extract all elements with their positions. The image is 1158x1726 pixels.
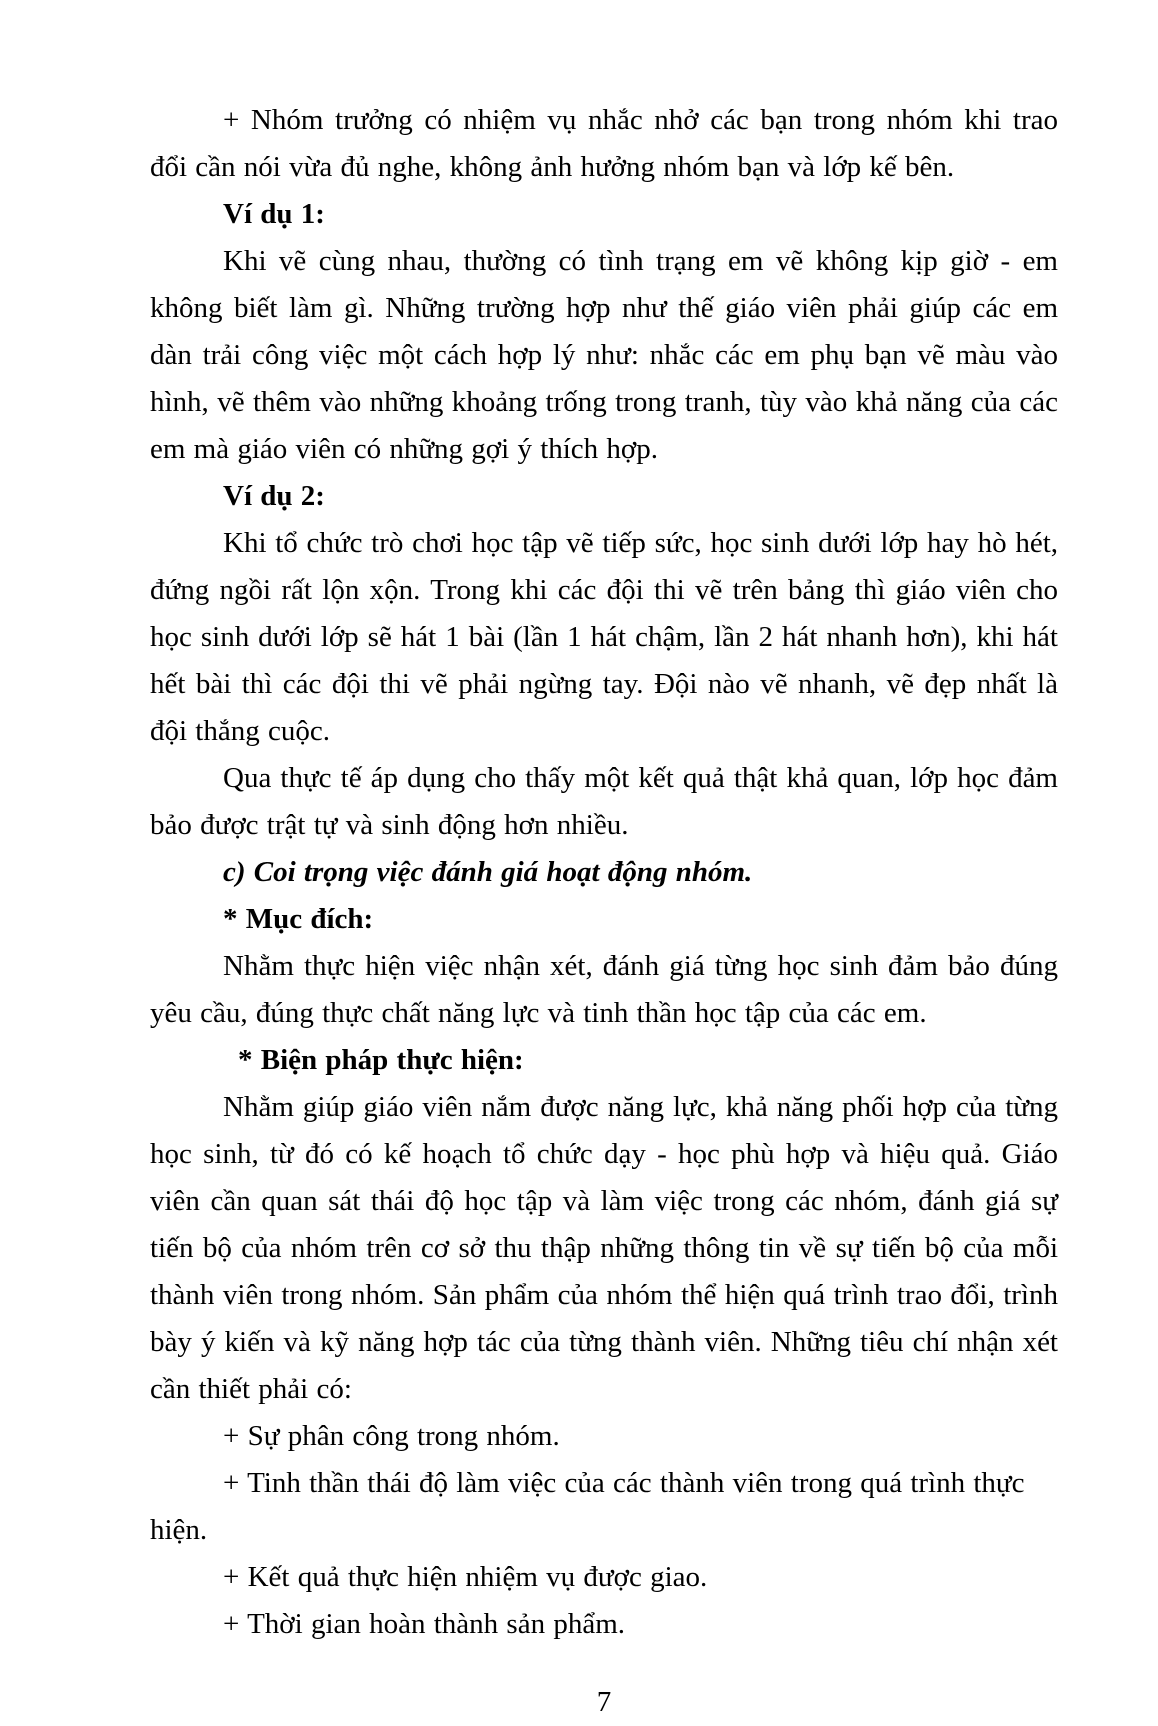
bullet-item-group-assignment: + Sự phân công trong nhóm. [223, 1420, 560, 1452]
paragraph-implementation-body: Nhằm giúp giáo viên nắm được năng lực, khả năng phối hợp của từng học sinh, từ đó có kế hoạch tổ chức dạy - học phù hợp và hiệu quả. Giáo viên cần quan sát thái độ học tập và làm việc trong các nhóm, đánh giá sự tiến bộ của nhóm trên cơ sở thu thập những thông tin về sự tiến bộ của mỗi thành viên trong nhóm. Sản phẩm của nhóm thể hiện quá trình trao đổi, trình bày ý kiến và kỹ năng hợp tác của từng thành viên. Những tiêu chí nhận xét cần thiết phải có: [150, 1091, 1058, 1405]
heading-example-1: Ví dụ 1: [223, 198, 325, 230]
heading-section-c-group-evaluation: c) Coi trọng việc đánh giá hoạt động nhóm. [223, 856, 753, 888]
paragraph-purpose-body: Nhằm thực hiện việc nhận xét, đánh giá từng học sinh đảm bảo đúng yêu cầu, đúng thực chất năng lực và tinh thần học tập của các em. [150, 950, 1058, 1029]
heading-purpose: * Mục đích: [223, 903, 374, 935]
bullet-item-completion-time: + Thời gian hoàn thành sản phẩm. [223, 1608, 626, 1640]
paragraph-application-result: Qua thực tế áp dụng cho thấy một kết quả thật khả quan, lớp học đảm bảo được trật tự và sinh động hơn nhiều. [150, 762, 1058, 841]
paragraph-example-2-body: Khi tổ chức trò chơi học tập vẽ tiếp sức, học sinh dưới lớp hay hò hét, đứng ngồi rất lộn xộn. Trong khi các đội thi vẽ trên bảng thì giáo viên cho học sinh dưới lớp sẽ hát 1 bài (lần 1 hát chậm, lần 2 hát nhanh hơn), khi hát hết bài thì các đội thi vẽ phải ngừng tay. Đội nào vẽ nhanh, vẽ đẹp nhất là đội thắng cuộc. [150, 527, 1058, 747]
paragraph-group-leader-rule: + Nhóm trưởng có nhiệm vụ nhắc nhở các bạn trong nhóm khi trao đổi cần nói vừa đủ nghe, không ảnh hưởng nhóm bạn và lớp kế bên. [150, 104, 1058, 183]
heading-implementation-measures: * Biện pháp thực hiện: [238, 1044, 524, 1076]
paragraph-example-1-body: Khi vẽ cùng nhau, thường có tình trạng em vẽ không kịp giờ - em không biết làm gì. Những trường hợp như thế giáo viên phải giúp các em dàn trải công việc một cách hợp lý như: nhắc các em phụ bạn vẽ màu vào hình, vẽ thêm vào những khoảng trống trong tranh, tùy vào khả năng của các em mà giáo viên có những gợi ý thích hợp. [150, 245, 1058, 465]
heading-example-2: Ví dụ 2: [223, 480, 325, 512]
page-number: 7 [596, 1686, 612, 1718]
bullet-item-task-result: + Kết quả thực hiện nhiệm vụ được giao. [223, 1561, 708, 1593]
bullet-item-member-attitude: + Tinh thần thái độ làm việc của các thành viên trong quá trình thực hiện. [150, 1467, 1025, 1546]
